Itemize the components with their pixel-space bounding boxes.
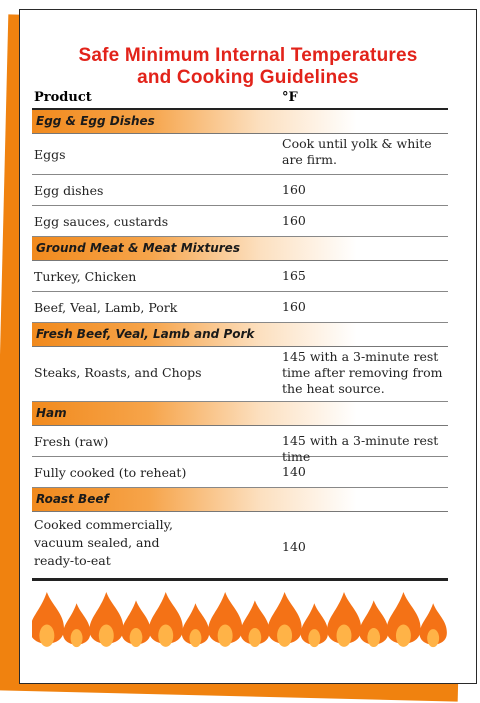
- flame-core: [427, 629, 439, 647]
- temp-cell: Cook until yolk & white are firm.: [282, 136, 432, 167]
- table-row: [32, 134, 448, 175]
- section-egg: [32, 110, 448, 134]
- flame-core: [308, 629, 320, 647]
- title-line-1: Safe Minimum Internal Temperatures: [78, 45, 418, 66]
- section-ground-meat: [32, 237, 448, 261]
- flame-core: [71, 629, 83, 647]
- flame-core: [130, 628, 143, 647]
- temperature-table: [32, 88, 448, 586]
- temp-cell: 165: [282, 268, 306, 283]
- table-row: [32, 175, 448, 206]
- page-title: [20, 45, 476, 89]
- flame-core: [218, 624, 233, 646]
- flame-core: [277, 624, 292, 646]
- table-row: [32, 347, 448, 402]
- temp-cell: 145 with a 3-minute rest time: [282, 433, 439, 464]
- temp-cell: 160: [282, 182, 306, 197]
- product-cell: Steaks, Roasts, and Chops: [34, 365, 202, 380]
- product-cell: Turkey, Chicken: [34, 269, 137, 284]
- section-label: Fresh Beef, Veal, Lamb and Pork: [36, 327, 255, 341]
- section-roast-beef: [32, 488, 448, 512]
- flame-core: [248, 628, 261, 647]
- flame-core: [189, 629, 201, 647]
- section-fresh-beef: [32, 323, 448, 347]
- product-cell: Eggs: [34, 147, 66, 162]
- temp-cell: 145 with a 3-minute rest time after removing from the heat source.: [282, 349, 443, 396]
- flame-core: [367, 628, 380, 647]
- temp-cell: 160: [282, 299, 306, 314]
- table-row: [32, 206, 448, 237]
- product-cell: Fully cooked (to reheat): [34, 465, 187, 480]
- title-line-2: and Cooking Guidelines: [137, 67, 359, 88]
- section-label: Ham: [36, 406, 67, 420]
- section-label: Ground Meat & Meat Mixtures: [36, 241, 240, 255]
- flame-core: [396, 624, 411, 646]
- temp-cell: 140: [282, 464, 306, 479]
- flames-decoration: [32, 590, 448, 650]
- flame-core: [158, 624, 173, 646]
- table-row: [32, 512, 448, 586]
- flame-core: [39, 624, 54, 646]
- product-cell: Cooked commercially, vacuum sealed, and ready-to-eat: [34, 517, 173, 568]
- product-cell: Beef, Veal, Lamb, Pork: [34, 300, 178, 315]
- table-row: [32, 457, 448, 488]
- table-row: [32, 426, 448, 464]
- bottom-divider: [32, 578, 448, 581]
- header-temp: °F: [282, 90, 298, 105]
- flame-core: [99, 624, 114, 646]
- table-header: [32, 88, 448, 110]
- product-cell: Fresh (raw): [34, 434, 109, 449]
- section-label: Roast Beef: [36, 492, 109, 506]
- section-ham: [32, 402, 448, 426]
- temp-cell: 160: [282, 213, 306, 228]
- table-row: [32, 261, 448, 292]
- table-row: [32, 292, 448, 323]
- product-cell: Egg dishes: [34, 183, 104, 198]
- flame-core: [337, 624, 352, 646]
- product-cell: Egg sauces, custards: [34, 214, 169, 229]
- temp-cell: 140: [282, 539, 306, 554]
- section-label: Egg & Egg Dishes: [36, 114, 155, 128]
- header-product: Product: [34, 90, 92, 105]
